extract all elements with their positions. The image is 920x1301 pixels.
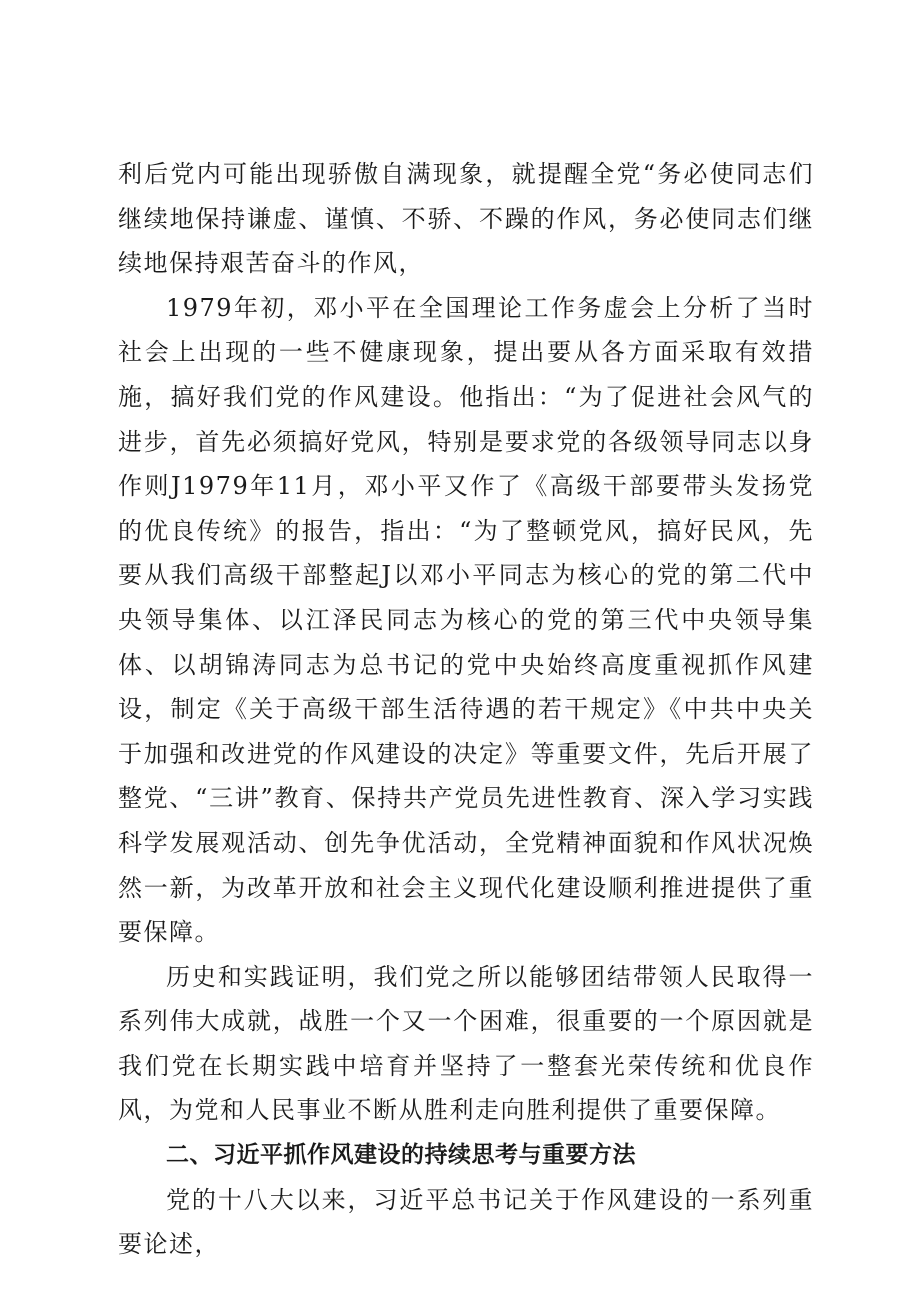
paragraph-continuation: 利后党内可能出现骄傲自满现象，就提醒全党“务必使同志们继续地保持谦虚、谨慎、不骄、不躁的作风，务必使同志们继续地保持艰苦奋斗的作风，: [118, 160, 814, 278]
document-page: [118, 152, 814, 1267]
section-heading: 二、习近平抓作风建设的持续思考与重要方法: [166, 1142, 636, 1169]
paragraph-deng-xiaoping-1979: 1979年初，邓小平在全国理论工作务虚会上分析了当时社会上出现的一些不健康现象，提出要从各方面采取有效措施，搞好我们党的作风建设。他指出：“为了促进社会风气的进步，首先必须搞好党风，特别是要求党的各级领导同志以身作则J1979年11月，邓小平又作了《高级干部要带头发扬党的优良传统》的报告，指出：“为了整顿党风，搞好民风，先要从我们高级干部整起J以邓小平同志为核心的党的第二代中央领导集体、以江泽民同志为核心的党的第三代中央领导集体、以胡锦涛同志为总书记的党中央始终高度重视抓作风建设，制定《关于高级干部生活待遇的若干规定》《中共中央关于加强和改进党的作风建设的决定》等重要文件，先后开展了整党、“三讲”教育、保持共产党员先进性教育、深入学习实践科学发展观活动、创先争优活动，全党精神面貌和作风状况焕然一新，为改革开放和社会主义现代化建设顺利推进提供了重要保障。: [118, 293, 814, 947]
paragraph-eighteenth-congress: 党的十八大以来，习近平总书记关于作风建设的一系列重要论述，: [118, 1185, 814, 1259]
paragraph-history-practice: 历史和实践证明，我们党之所以能够团结带领人民取得一系列伟大成就，战胜一个又一个困难，很重要的一个原因就是我们党在长期实践中培育并坚持了一整套光荣传统和优良作风，为党和人民事业不断从胜利走向胜利提供了重要保障。: [118, 962, 814, 1125]
